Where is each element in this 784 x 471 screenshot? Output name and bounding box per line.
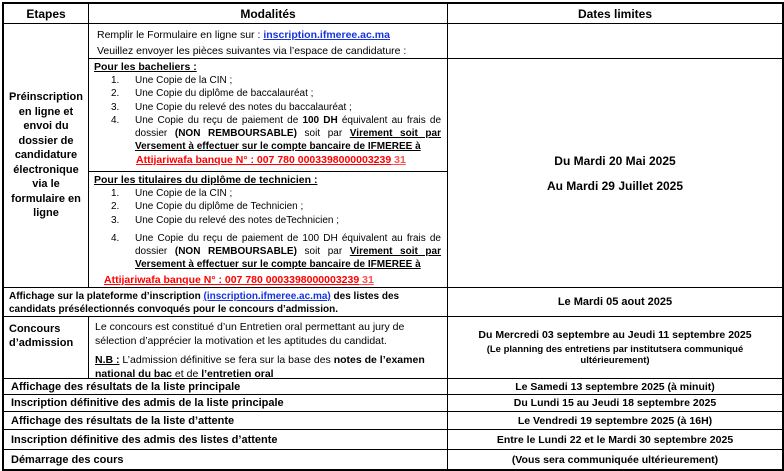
etape-preinscription-cell [4,24,89,288]
schedule-row-label: Inscription définitive des admis des listes d’attente [4,430,448,450]
concours-date-range: Du Mercredi 03 septembre au Jeudi 11 septembre 2025 [478,328,752,341]
preinscription-date-start: Du Mardi 20 Mai 2025 [554,153,676,168]
preinscription-intro-cell [89,24,448,59]
preinscription-dates-cell [448,59,782,288]
schedule-row-date: Entre le Lundi 22 et le Mardi 30 septembre 2025 [448,430,782,450]
schedule-row-date: (Vous sera communiquée ultérieurement) [511,453,719,466]
schedule-row-date: Le Vendredi 19 septembre 2025 (à 16H) [448,412,782,430]
schedule-row-date: Du Lundi 15 au Jeudi 18 septembre 2025 [448,395,782,412]
list-item-number: 4. [111,115,120,127]
intro-line-1 [97,27,443,43]
list-item-number: 1. [111,74,120,86]
list-item-payment [94,233,444,271]
concours-date-note: (Le planning des entretiens par institutsera communiqué ultérieurement) [486,343,744,366]
header-modalites-label: Modalités [240,6,296,21]
intro-line-2: Veuillez envoyer les pièces suivantes via l’espace de candidature : [97,45,407,57]
list-item-text: Une Copie de la CIN ; [135,74,233,86]
list-item-text: Une Copie du reçu de paiement de 100 DH équivalent au frais de dossier (NON REMBOURSABLE) soit par Virement soit par Versement à effectuer sur le compte bancaire de IFMEREE à [135,115,442,152]
list-item [94,215,444,228]
list-item-text: Une Copie du relevé des notes du baccalauréat ; [135,101,352,113]
list-item-number: 4. [111,233,120,245]
list-item-number: 3. [111,101,120,113]
schedule-row-label: Inscription définitive des admis de la liste principale [4,395,448,412]
concours-modalites-cell [89,317,448,379]
techniciens-heading: Pour les titulaires du diplôme de technicien : [94,174,318,186]
list-item-payment [94,115,444,153]
list-item-text: Une Copie de la CIN ; [135,187,233,199]
list-item [94,102,444,115]
list-item-number: 1. [111,187,120,199]
list-item-text: Une Copie du reçu de paiement de 100 DH équivalent au frais de dossier (NON REMBOURSABLE) soit par Virement soit par Versement à effectuer sur le compte bancaire de IFMEREE à [135,233,441,270]
list-item-text: Une Copie du relevé des notes deTechnicien ; [135,214,340,226]
etape-preinscription-label: Préinscription en ligne et envoi du dossier de candidature électronique via le formulaire en ligne [9,91,83,220]
list-item [94,75,444,88]
bank-account-suffix: 31 [391,154,406,167]
dates-empty-cell [448,24,782,59]
header-dates [448,4,782,24]
schedule-row-date: Le Samedi 13 septembre 2025 (à minuit) [448,379,782,395]
schedule-row-label: Démarrage des cours [4,450,448,469]
bacheliers-heading: Pour les bacheliers : [94,61,197,73]
schedule-row-label: Affichage des résultats de la liste d’attente [4,412,448,430]
techniciens-section [89,172,448,288]
preselection-announcement-cell: Affichage sur la plateforme d’inscription (inscription.ifmeree.ac.ma) des listes des candidats présélectionnés convoqués pour le concours d’admission. [4,288,448,317]
list-item-text: Une Copie du diplôme de baccalauréat ; [135,88,314,100]
header-modalites [89,4,448,24]
admission-schedule-table [2,2,784,471]
list-item-number: 2. [111,88,120,100]
list-item [94,201,444,214]
bank-account-line: Attijariwafa banque N° : 007 780 0003398000003239 31 [104,274,374,287]
list-item-number: 2. [111,201,120,213]
bank-account-suffix: 31 [359,274,374,287]
concours-description: Le concours est constitué d’un Entretien oral permettant au jury de sélection d’apprécier la motivation et les aptitudes du candidat. [95,321,405,347]
inscription-link[interactable]: (inscription.ifmeree.ac.ma) [203,291,331,302]
header-etapes-label: Etapes [26,6,66,21]
inscription-link[interactable]: inscription.ifmeree.ac.ma [263,29,390,41]
header-etapes [4,4,89,24]
bank-account-line: Attijariwafa banque N° : 007 780 0003398000003239 31 [136,154,406,167]
concours-date-cell [448,317,782,379]
list-item [94,88,444,101]
header-dates-label: Dates limites [577,6,653,21]
intro-line1-text: Remplir le Formulaire en ligne sur : [97,29,264,41]
schedule-row-label: Affichage des résultats de la liste principale [4,379,448,395]
bacheliers-section [89,59,448,172]
preinscription-date-end: Au Mardi 29 Juillet 2025 [546,178,684,193]
list-item-text: Une Copie du diplôme de Technicien ; [135,201,304,213]
concours-nb-note: N.B : L’admission définitive se fera sur la base des notes de l’examen national du bac et de l’entretien oral [95,354,425,379]
list-item [94,188,444,201]
preselection-date-cell: Le Mardi 05 aout 2025 [448,288,782,317]
etape-concours-cell: Concours d’admission [4,317,89,379]
list-item-number: 3. [111,214,120,226]
